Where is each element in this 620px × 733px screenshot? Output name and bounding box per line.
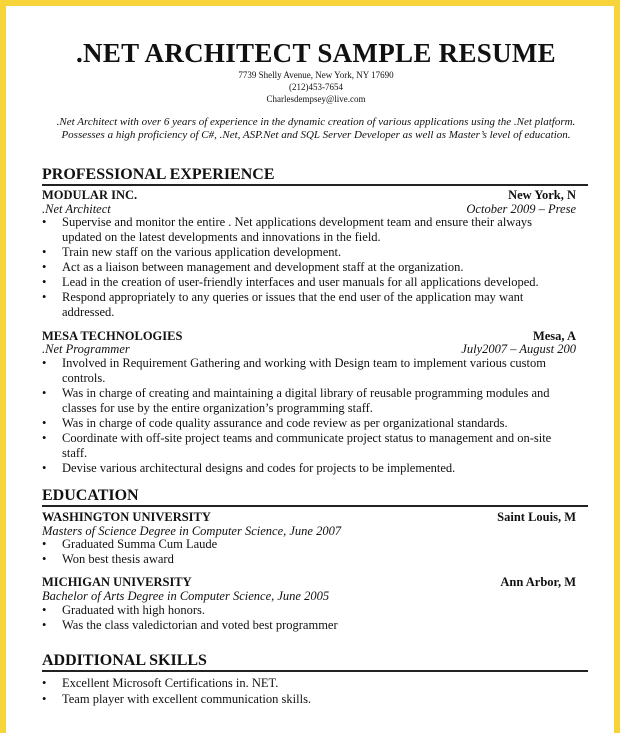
resume-page: .NET ARCHITECT SAMPLE RESUME 7739 Shelly Avenue, New York, NY 17690 (212)453-7654 Charlesdempsey@live.com .Net Architect with over 6 years of experience in the dynamic creation of various applications using the .Net platform. Possesses a high proficiency of C#, .Net, ASP.Net and SQL Server Developer as well as Master’s level of education. PROFESSIONAL EXPERIENCE MODULAR INC. New York, N .Net Architect October 2009 – Prese • Supervise and monitor the entire . Net applications development team and ensure their always updated on the latest developments and innovations in the field. • Train new staff on the various application development. • Act as a liaison between management and development staff at the organization. • Lead in the creation of user-friendly interfaces and user manuals for all applications developed. • Respond appropriately to any queries or issues that the end user of the application may want addressed. MESA TECHNOLOGIES Mesa, A .Net Programmer July2007 – August 200 • Involved in Requirement Gathering and working with Design team to implement various custom controls. • Was in charge of creating and maintaining a digital library of reusable programming modules and classes for use by the entire organization’s programming staff. • Was in charge of code quality assurance and code review as per organizational standards. • Coordinate with off-site project teams and communicate project status to management and on-site staff. • Devise various architectural designs and codes for projects to be implemented. EDUCATION WASHINGTON UNIVERSITY Saint Louis, M Masters of Science Degree in Computer Science, June 2007 • Graduated Summa Cum Laude • Won best thesis award MICHIGAN UNIVERSITY Ann Arbor, M Bachelor of Arts Degree in Computer Science, June 2005 • Graduated with high honors. • Was the class valedictorian and voted best programmer ADDITIONAL SKILLS • Excellent Microsoft Certifications in. NET. • Team player with excellent communication skills. [6,6,614,733]
experience-heading: PROFESSIONAL EXPERIENCE [42,166,275,183]
phone: (212)453-7654 [289,82,343,92]
resume-title: .NET ARCHITECT SAMPLE RESUME [75,38,556,68]
company-location: New York, N [508,188,576,202]
summary-line-1: .Net Architect with over 6 years of experience in the dynamic creation of various applications using the .Net platform. [56,116,576,128]
job-role: .Net Programmer [42,342,130,356]
email: Charlesdempsey@live.com [266,94,366,104]
company-name: MODULAR INC. [42,188,138,202]
job-role: .Net Architect [42,202,111,216]
job-dates: October 2009 – Prese [466,202,576,216]
school-name: MICHIGAN UNIVERSITY [42,575,192,589]
degree: Bachelor of Arts Degree in Computer Science, June 2005 [42,589,330,603]
school-location: Ann Arbor, M [500,575,576,589]
company-location: Mesa, A [532,329,576,343]
education-heading: EDUCATION [42,487,139,504]
education-divider [42,505,588,507]
company-name: MESA TECHNOLOGIES [42,329,183,343]
experience-divider [42,184,588,186]
school-location: Saint Louis, M [497,510,576,524]
summary-line-2: Possesses a high proficiency of C#, .Net, ASP.Net and SQL Server Developer as well as Master’s level of education. [61,129,571,141]
skills-divider [42,670,588,672]
job-dates: July2007 – August 200 [461,342,576,356]
address: 7739 Shelly Avenue, New York, NY 17690 [238,70,394,80]
skills-heading: ADDITIONAL SKILLS [42,652,207,669]
school-name: WASHINGTON UNIVERSITY [42,510,211,524]
degree: Masters of Science Degree in Computer Science, June 2007 [42,524,342,538]
